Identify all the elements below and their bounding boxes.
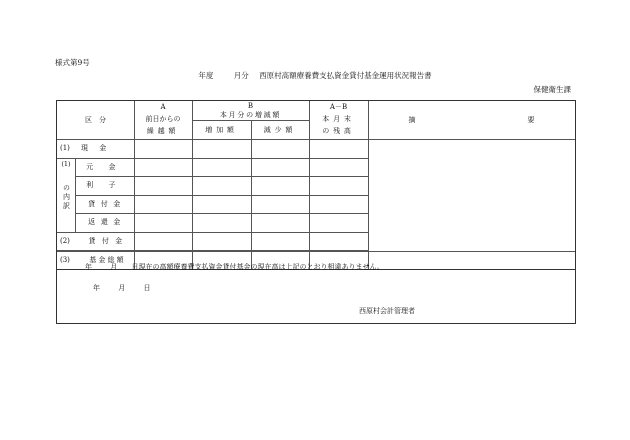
report-form	[56, 100, 576, 324]
department-label: 保健衛生課	[533, 85, 571, 94]
row-label-repayment	[75, 213, 134, 232]
col-header-ab-line2: の残高	[322, 126, 355, 135]
row-number: (1)	[60, 144, 70, 152]
col-header-b-letter: B	[247, 101, 254, 110]
row-label-interest-text: 利子	[86, 181, 131, 189]
row-number: (2)	[60, 236, 70, 245]
row-label-repayment-text: 返還金	[88, 218, 126, 226]
title-text: 西原村高額療養費支払資金貸付基金運用状況報告書	[259, 71, 432, 80]
row-label-principal	[75, 158, 134, 176]
title-year: 年度	[198, 71, 214, 80]
row-label-interest	[75, 176, 134, 195]
group-number: (1)	[61, 159, 71, 168]
col-header-b-line1: 本月分の増減額	[219, 110, 282, 119]
col-header-remarks: 要	[527, 115, 535, 124]
title-month: 月分	[233, 71, 249, 80]
col-header-summary: 摘	[408, 115, 416, 124]
signer-title: 西原村会計管理者	[359, 307, 415, 315]
col-header-a-letter: A	[160, 103, 166, 111]
row-label-fund-total-text: 基金総額	[89, 255, 126, 264]
col-divider	[251, 120, 252, 269]
date-month: 月	[118, 284, 126, 292]
certification-line	[85, 264, 384, 271]
col-header-a-line1: 前日からの	[145, 114, 181, 123]
group-label	[57, 169, 75, 225]
form-number: 様式第9号	[55, 58, 90, 67]
row-number: (3)	[60, 255, 70, 264]
col-header-kubun	[57, 101, 134, 139]
col-header-ab-letter: A－B	[329, 103, 348, 111]
cert-month: 月	[110, 263, 118, 271]
row-label-loan-total-text: 貸付金	[88, 236, 129, 245]
date-day: 日	[143, 284, 151, 292]
row-label-cash-text: 現金	[81, 144, 118, 152]
col-header-ab-line1: 本月末	[322, 114, 355, 123]
col-header-b-increase: 増加額	[205, 125, 238, 134]
row-label-loan-text: 貸付金	[88, 199, 126, 208]
col-header-b-decrease: 減少額	[263, 125, 297, 134]
row-label-cash	[81, 139, 129, 158]
date-year: 年	[93, 284, 100, 292]
row-label-principal-text: 元金	[86, 162, 131, 171]
row-label-loan-total	[79, 232, 134, 250]
group-label-text: の内訳	[62, 183, 71, 211]
col-header-a-line2: 繰越額	[146, 126, 180, 135]
cert-year: 年	[85, 263, 92, 271]
row-label-loan	[75, 195, 134, 213]
cert-text: 日現在の高額療養費支払資金貸付基金の現在高は上記のとおり相違ありません。	[131, 263, 384, 271]
signature-date	[93, 285, 150, 292]
document-title	[0, 72, 630, 80]
col-header-kubun-text: 区 分	[85, 115, 106, 124]
